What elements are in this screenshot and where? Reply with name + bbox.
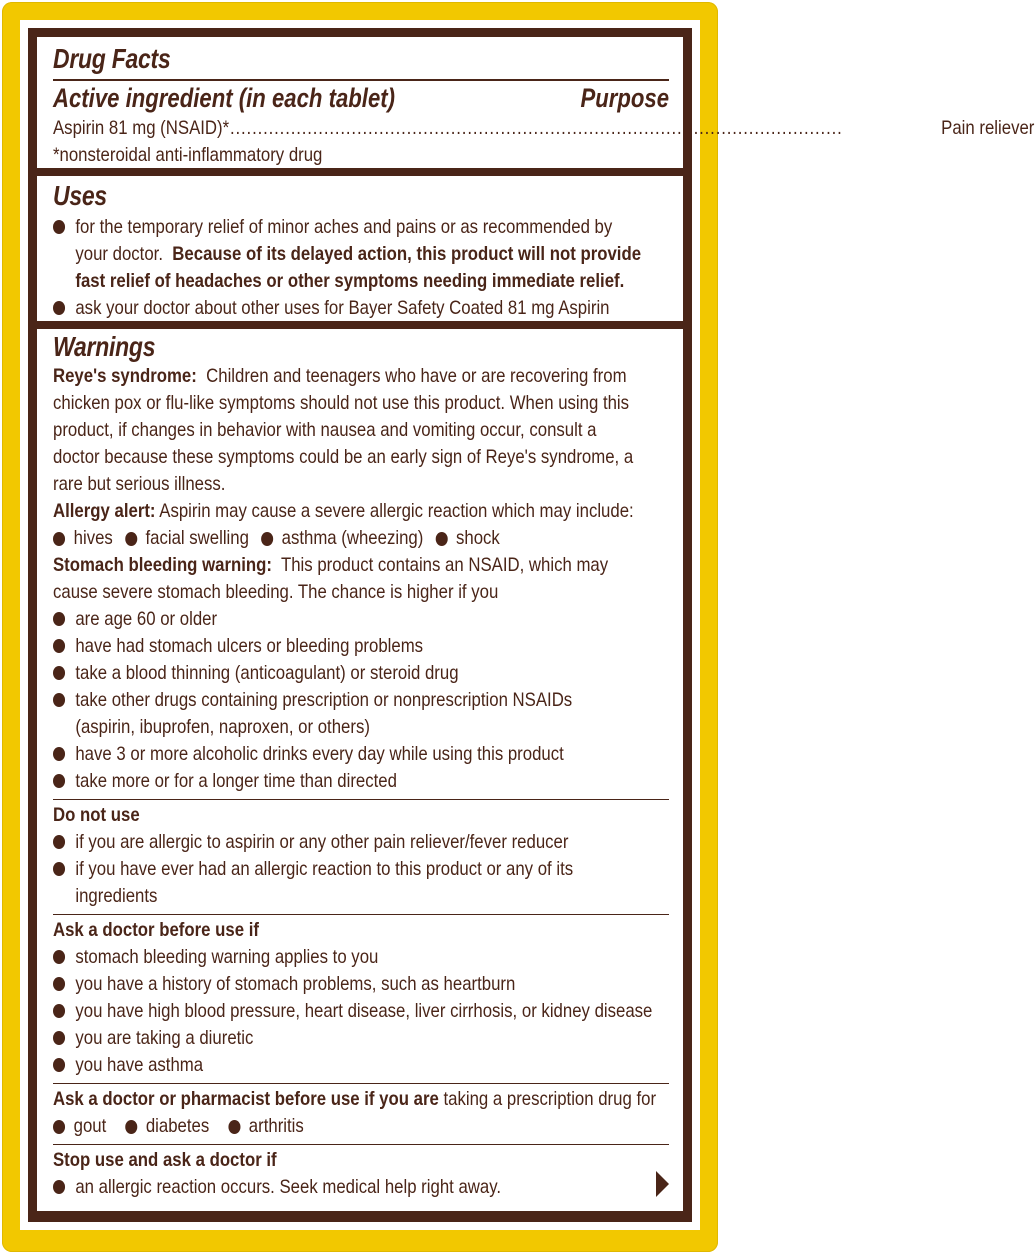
ingredient-name: Aspirin 81 mg (NSAID)* xyxy=(53,117,230,139)
list-item: an allergic reaction occurs. Seek medical help right away. xyxy=(53,1174,668,1201)
list-item: have 3 or more alcoholic drinks every day while using this product xyxy=(53,741,668,768)
bullet-icon xyxy=(53,747,65,761)
bullet-icon xyxy=(53,1004,65,1018)
delayed-action-warning: Because of its delayed action, this product will not provide xyxy=(172,243,642,265)
bullet-icon xyxy=(53,950,65,964)
drug-facts-panel xyxy=(28,28,1035,1222)
drug-facts-title: Drug Facts xyxy=(53,43,171,74)
list-item: if you have ever had an allergic reaction to this product or any of its xyxy=(53,856,668,883)
list-item: have had stomach ulcers or bleeding problems xyxy=(53,633,668,660)
bullet-icon xyxy=(435,532,447,546)
footnote: *nonsteroidal anti-inflammatory drug xyxy=(53,144,323,166)
stomach-bleeding-warning: Stomach bleeding warning: This product contains an NSAID, which may xyxy=(53,554,609,576)
list-item: stomach bleeding warning applies to you xyxy=(53,944,668,971)
list-item: take other drugs containing prescription or nonprescription NSAIDs xyxy=(53,687,668,714)
uses-title: Uses xyxy=(53,180,107,211)
uses-box: Uses for the temporary relief of minor aches and pains or as recommended by your doctor. Because of its delayed action, this product will not provide fast relief of headaches or other symptoms needing immediate relief. ask your doctor about other uses for Bayer Safety Coated 81 mg Aspirin xyxy=(37,176,683,321)
active-ingredient-box xyxy=(37,37,1035,168)
list-item: you have a history of stomach problems, such as heartburn xyxy=(53,971,668,998)
list-item: are age 60 or older xyxy=(53,606,668,633)
allergy-symptoms: hives facial swelling asthma (wheezing) shock xyxy=(53,525,668,552)
ask-doctor-heading: Ask a doctor before use if xyxy=(53,919,259,941)
bullet-icon xyxy=(53,1120,65,1134)
list-item: if you are allergic to aspirin or any other pain reliever/fever reducer xyxy=(53,829,668,856)
bullet-icon xyxy=(53,693,65,707)
ask-pharmacist-warning: Ask a doctor or pharmacist before use if you are taking a prescription drug for xyxy=(53,1088,657,1110)
white-band xyxy=(20,20,1035,1230)
bullet-icon xyxy=(261,532,273,546)
bullet-icon xyxy=(53,220,65,234)
warnings-title: Warnings xyxy=(53,331,156,362)
warnings-box: Warnings Reye's syndrome: Children and teenagers who have or are recovering from chicken pox or flu-like symptoms should not use this product. When using this product, if changes in behavior with nausea and vomiting occur, consult a doctor because these symptoms could be an early sign of Reye's syndrome, a rare but serious illness. Allergy alert: Aspirin may cause a severe allergic reaction which may include: hives facial swelling asthma (wheezing) shock Stomach bleeding warning: This product contains an NSAID, which may cause severe stomach bleeding. The chance is higher if you are age 60 or older have had stomach ulcers or bleeding problems take a blood thinning (anticoagulant) or steroid drug take other drugs containing prescription or nonprescription NSAIDs (aspirin, ibuprofen, naproxen, or others) have 3 or more alcoholic drinks every day while using this product take more or for a longer time than directed Do not use if you are allergic to aspirin or any other pain reliever/fever reducer if you have ever had an allergic reaction to this product or any of its ingredients Ask a doctor before use if stomach bleeding warning applies to you you have a history of stomach problems, such as heartburn you have high blood pressure, heart disease, liver cirrhosis, or kidney disease you are taking a diuretic you have asthma Ask a doctor or pharmacist before use if you are taking a prescription drug for gout diabetes arthritis Stop use and ask a doctor if an allergic reaction occurs. Seek medical help right away. xyxy=(37,329,683,1211)
active-ingredient-header xyxy=(53,81,669,115)
list-item: you have high blood pressure, heart disease, liver cirrhosis, or kidney disease xyxy=(53,998,668,1025)
bullet-icon xyxy=(53,639,65,653)
ingredient-row xyxy=(53,115,1035,142)
bullet-icon xyxy=(53,1058,65,1072)
reyes-syndrome-warning: Reye's syndrome: Children and teenagers who have or are recovering from xyxy=(53,365,627,387)
ingredient-purpose: Pain reliever xyxy=(941,117,1035,139)
purpose-heading: Purpose xyxy=(580,83,669,113)
bullet-icon xyxy=(53,862,65,876)
bullet-icon xyxy=(53,666,65,680)
bullet-icon xyxy=(228,1120,240,1134)
bullet-icon xyxy=(53,1031,65,1045)
uses-item: ask your doctor about other uses for Bayer Safety Coated 81 mg Aspirin xyxy=(53,295,668,322)
list-item: take a blood thinning (anticoagulant) or steroid drug xyxy=(53,660,668,687)
allergy-alert: Allergy alert: Aspirin may cause a severe allergic reaction which may include: xyxy=(53,500,634,522)
list-item: take more or for a longer time than directed xyxy=(53,768,668,795)
triangle-right-icon xyxy=(656,1171,669,1197)
bullet-icon xyxy=(53,1180,65,1194)
stop-use-heading: Stop use and ask a doctor if xyxy=(53,1149,277,1171)
bullet-icon xyxy=(125,1120,137,1134)
bullet-icon xyxy=(53,977,65,991)
bullet-icon xyxy=(53,774,65,788)
prescription-conditions: gout diabetes arthritis xyxy=(53,1113,668,1140)
uses-item: for the temporary relief of minor aches and pains or as recommended by xyxy=(53,214,668,241)
bullet-icon xyxy=(53,532,65,546)
bullet-icon xyxy=(53,835,65,849)
bullet-icon xyxy=(53,301,65,315)
list-item: you have asthma xyxy=(53,1052,668,1079)
leader-dots: ............................................................................................................... xyxy=(229,117,843,139)
list-item: you are taking a diuretic xyxy=(53,1025,668,1052)
package-yellow-border xyxy=(2,2,1035,1252)
active-ingredient-heading: Active ingredient (in each tablet) xyxy=(53,83,396,113)
do-not-use-heading: Do not use xyxy=(53,804,140,826)
bullet-icon xyxy=(125,532,137,546)
bullet-icon xyxy=(53,612,65,626)
